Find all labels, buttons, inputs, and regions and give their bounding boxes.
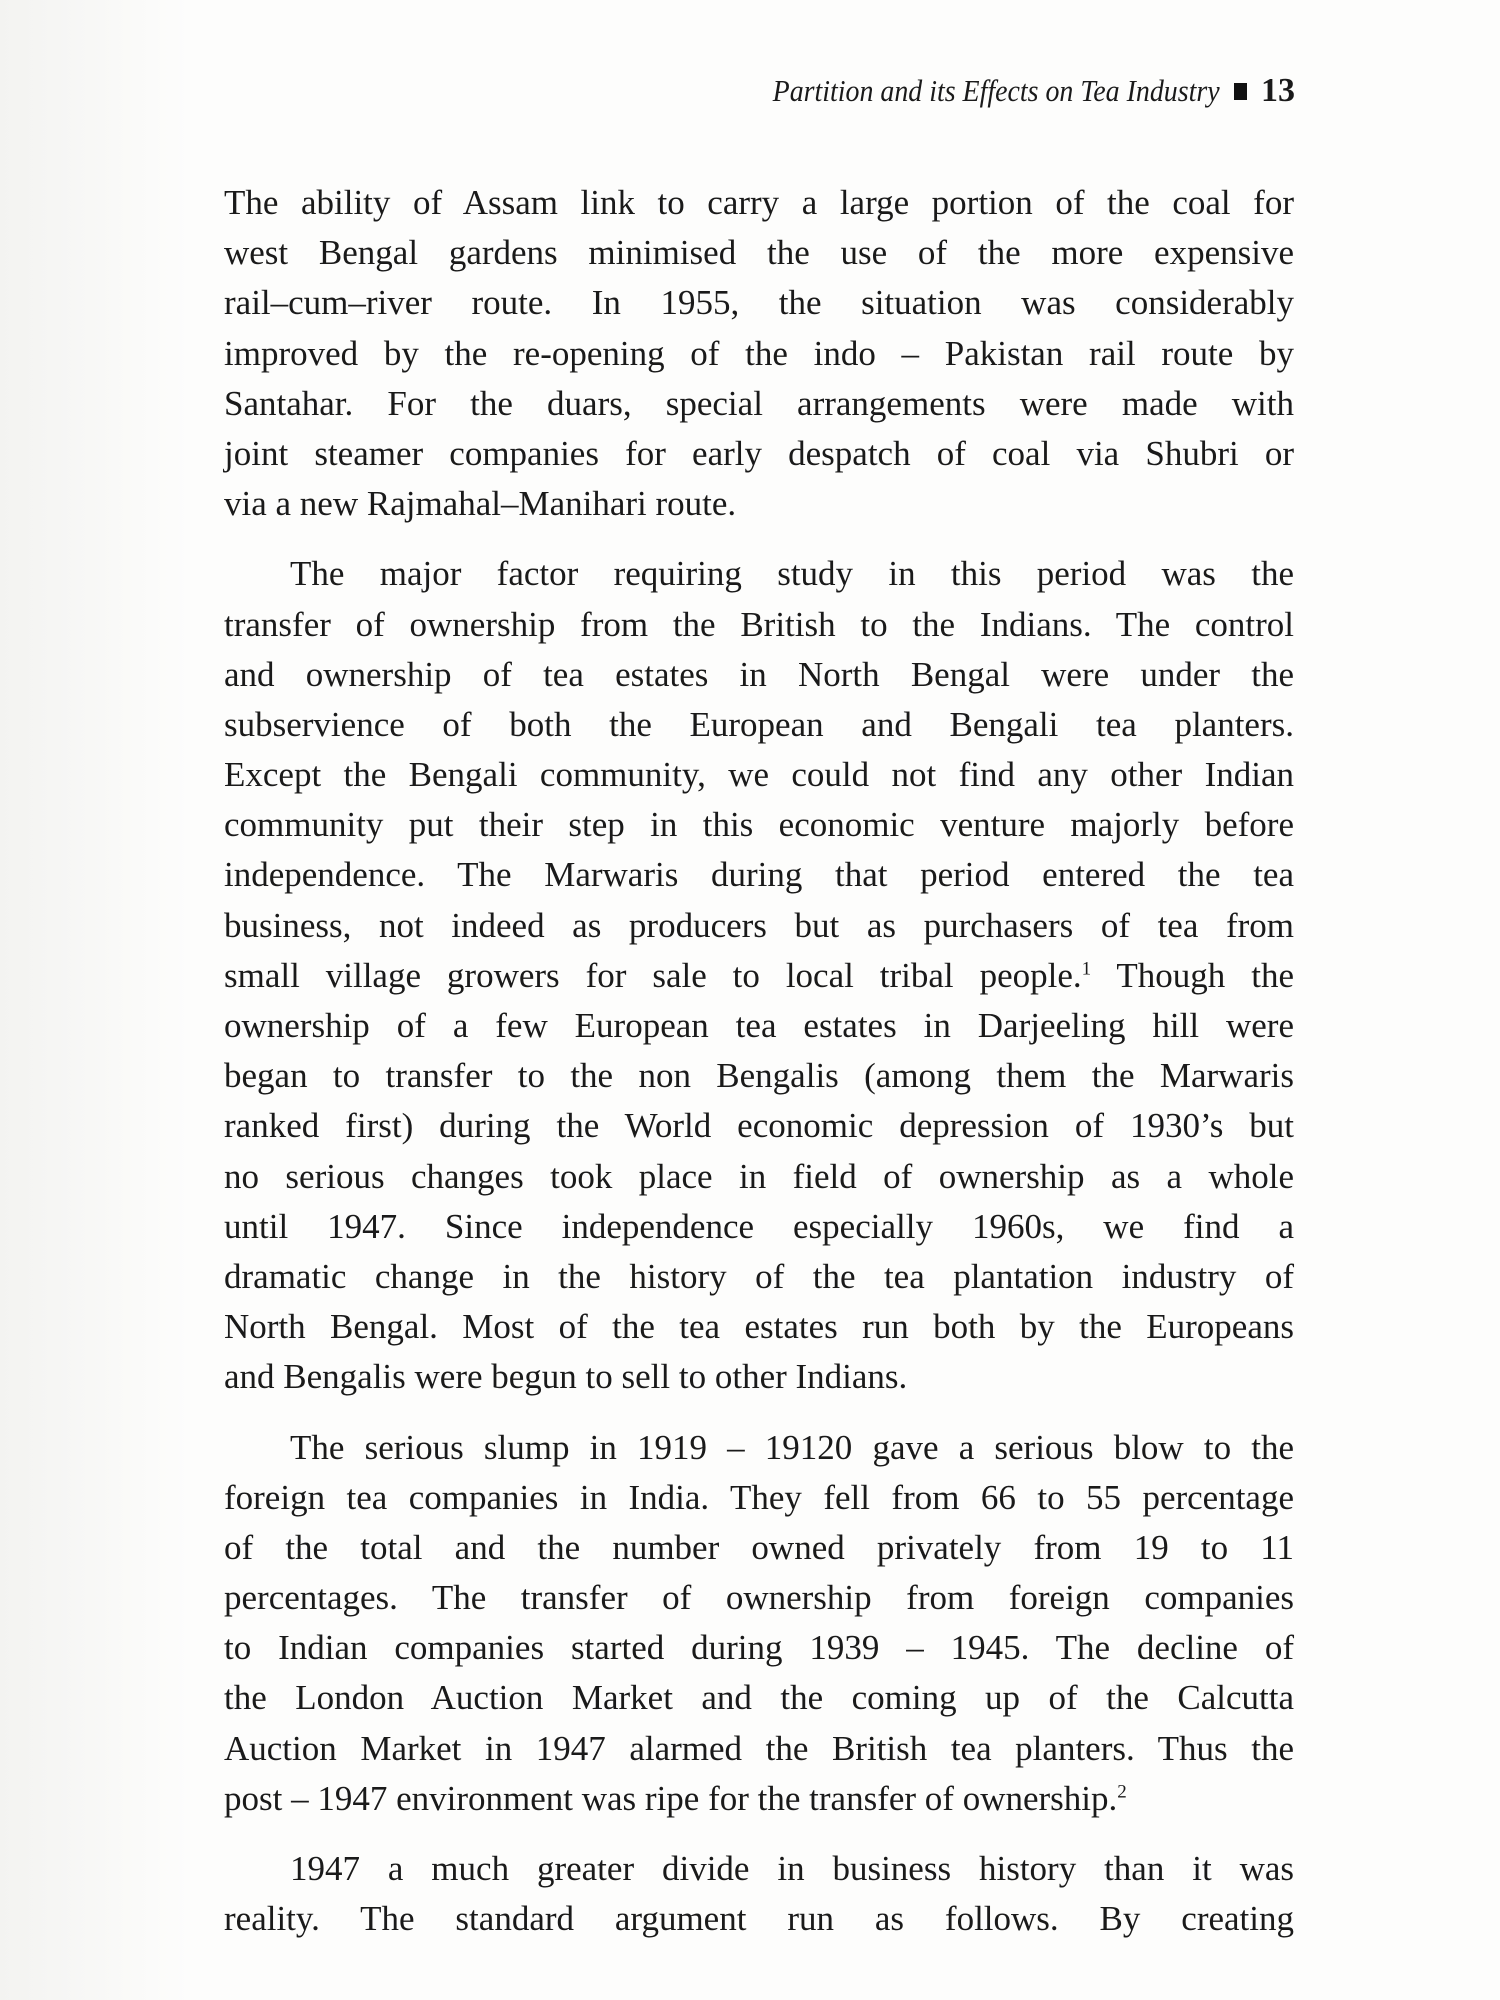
line-text: until 1947. Since independence especially 1960s, we find a <box>224 1206 1294 1246</box>
text-line <box>224 600 1294 650</box>
line-text-continued: Though the <box>1091 955 1294 995</box>
text-line <box>224 1623 1294 1673</box>
text-line <box>224 1844 1294 1894</box>
body-text <box>224 178 1294 1964</box>
paragraph <box>224 1844 1294 1944</box>
paragraph <box>224 178 1294 529</box>
line-text: independence. The Marwaris during that period entered the tea <box>224 855 1294 895</box>
line-text: began to transfer to the non Bengalis (among them the Marwaris <box>224 1056 1294 1096</box>
page-gutter-shadow <box>0 0 190 2000</box>
running-head <box>723 72 1295 110</box>
line-text: the London Auction Market and the coming up of the Calcutta <box>224 1678 1294 1718</box>
running-head-title: Partition and its Effects on Tea Industry <box>773 73 1220 108</box>
text-line <box>224 1152 1294 1202</box>
text-line <box>224 800 1294 850</box>
text-line <box>224 1894 1294 1944</box>
line-text: community put their step in this economic venture majorly before <box>224 805 1294 845</box>
text-line <box>224 278 1294 328</box>
text-line <box>224 901 1294 951</box>
text-line <box>224 700 1294 750</box>
line-text: subservience of both the European and Bengali tea planters. <box>224 704 1294 744</box>
line-text: Auction Market in 1947 alarmed the British tea planters. Thus the <box>224 1728 1294 1768</box>
text-line <box>224 650 1294 700</box>
text-line <box>224 1573 1294 1623</box>
text-line <box>224 1202 1294 1252</box>
footnote-marker: 2 <box>1117 1781 1127 1803</box>
text-line <box>224 329 1294 379</box>
line-text: joint steamer companies for early despatch of coal via Shubri or <box>224 433 1294 473</box>
text-line <box>224 1101 1294 1151</box>
line-text: 1947 a much greater divide in business history than it was <box>290 1849 1294 1888</box>
line-text: foreign tea companies in India. They fell from 66 to 55 percentage <box>224 1477 1294 1517</box>
line-text: transfer of ownership from the British to the Indians. The control <box>224 604 1294 644</box>
text-line <box>224 429 1294 479</box>
text-line <box>224 1423 1294 1473</box>
page-number: 13 <box>1261 72 1295 109</box>
paragraph <box>224 549 1294 1402</box>
line-text: improved by the re-opening of the indo – Pakistan rail route by <box>224 333 1294 373</box>
line-text: The serious slump in 1919 – 19120 gave a serious blow to the <box>290 1427 1294 1467</box>
text-line <box>224 1352 1294 1402</box>
text-line <box>224 479 1294 529</box>
line-text: Except the Bengali community, we could not find any other Indian <box>224 755 1294 795</box>
text-line <box>224 750 1294 800</box>
text-line <box>224 1673 1294 1723</box>
paragraph <box>224 1423 1294 1825</box>
text-line <box>224 850 1294 900</box>
line-text: to Indian companies started during 1939 – 1945. The decline of <box>224 1628 1294 1668</box>
text-line <box>224 951 1294 1001</box>
text-line <box>224 1724 1294 1774</box>
line-text: and Bengalis were begun to sell to other Indians. <box>224 1357 908 1397</box>
text-line <box>224 1302 1294 1352</box>
line-text: Santahar. For the duars, special arrangements were made with <box>224 383 1294 423</box>
text-line <box>224 178 1294 228</box>
text-line <box>224 1473 1294 1523</box>
text-line <box>224 1774 1294 1824</box>
line-text: no serious changes took place in field of ownership as a whole <box>224 1156 1294 1196</box>
line-text: small village growers for sale to local tribal people. <box>224 955 1082 995</box>
text-line <box>224 1523 1294 1573</box>
line-text: The major factor requiring study in this period was the <box>290 554 1294 594</box>
line-text: business, not indeed as producers but as purchasers of tea from <box>224 905 1294 945</box>
text-line <box>224 228 1294 278</box>
line-text: post – 1947 environment was ripe for the transfer of ownership. <box>224 1778 1118 1818</box>
text-line <box>224 549 1294 599</box>
text-line <box>224 379 1294 429</box>
line-text: reality. The standard argument run as follows. By creating <box>224 1899 1294 1939</box>
footnote-marker: 1 <box>1081 958 1092 980</box>
text-line <box>224 1001 1294 1051</box>
line-text: and ownership of tea estates in North Bengal were under the <box>224 654 1294 694</box>
line-text: rail–cum–river route. In 1955, the situation was considerably <box>224 283 1294 323</box>
line-text: North Bengal. Most of the tea estates run both by the Europeans <box>224 1307 1294 1347</box>
line-text: The ability of Assam link to carry a large portion of the coal for <box>224 183 1294 222</box>
line-text: dramatic change in the history of the tea plantation industry of <box>224 1256 1294 1296</box>
text-line <box>224 1051 1294 1101</box>
line-text: ownership of a few European tea estates in Darjeeling hill were <box>224 1006 1294 1045</box>
line-text: ranked first) during the World economic depression of 1930’s but <box>224 1106 1294 1146</box>
line-text: of the total and the number owned privately from 19 to 11 <box>224 1527 1294 1567</box>
line-text: percentages. The transfer of ownership from foreign companies <box>224 1578 1294 1618</box>
line-text: west Bengal gardens minimised the use of the more expensive <box>224 233 1294 273</box>
square-bullet-icon <box>1234 83 1247 100</box>
line-text: via a new Rajmahal–Manihari route. <box>224 484 737 524</box>
text-line <box>224 1252 1294 1302</box>
